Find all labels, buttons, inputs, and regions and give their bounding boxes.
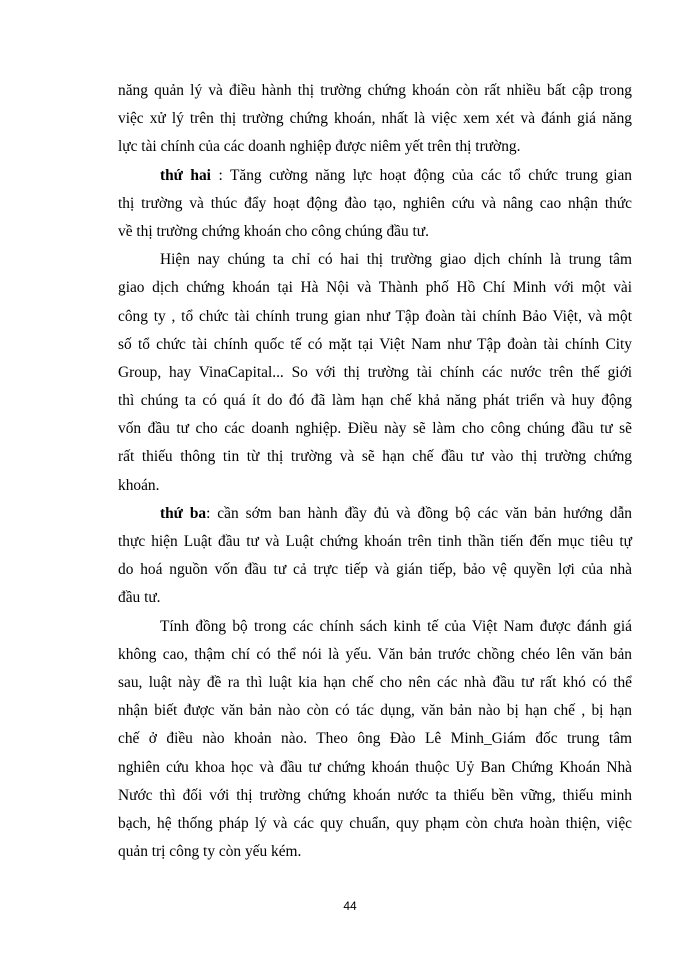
text-run: : Tăng cường năng lực hoạt động của các tổ chức trung gian xyxy=(210,166,632,184)
text-line xyxy=(118,162,632,190)
text-line: thực hiện Luật đầu tư và Luật chứng khoán trên tinh thần tiến đến mục tiêu tự xyxy=(118,533,632,550)
paragraph xyxy=(118,613,632,867)
text-line xyxy=(118,500,632,528)
text-line: Nước thì đối với thị trường chứng khoán nước ta thiếu bền vững, thiếu minh xyxy=(118,786,632,804)
text-line: vốn đầu tư cho các doanh nghiệp. Điều này sẽ làm cho công chúng đầu tư sẽ xyxy=(118,420,632,438)
text-line: Group, hay VinaCapital... So với thị trường tài chính các nước trên thế giới xyxy=(118,363,632,381)
text-run: : cần sớm ban hành đầy đủ và đồng bộ các văn bản hướng dẫn xyxy=(206,504,632,522)
body-text xyxy=(118,77,632,866)
text-line: do hoá nguồn vốn đầu tư cả trực tiếp và gián tiếp, bảo vệ quyền lợi của nhà xyxy=(118,561,632,579)
text-line: bạch, hệ thống pháp lý và các quy chuẩn, quy phạm còn chưa hoàn thiện, việc xyxy=(118,814,632,832)
paragraph xyxy=(118,500,632,613)
text-line: Hiện nay chúng ta chỉ có hai thị trường giao dịch chính là trung tâm xyxy=(160,251,632,269)
paragraph xyxy=(118,246,632,500)
text-line: không cao, thậm chí có thể nói là yếu. Văn bản trước chồng chéo lên văn bản xyxy=(118,645,632,663)
paragraph xyxy=(118,162,632,247)
text-line: giao dịch chứng khoán tại Hà Nội và Thành phố Hồ Chí Minh với một vài xyxy=(118,279,632,297)
text-line: đầu tư. xyxy=(118,589,161,607)
text-line: Tính đồng bộ trong các chính sách kinh tế của Việt Nam được đánh giá xyxy=(160,617,632,635)
text-line: thì chúng ta có quá ít do đó đã làm hạn chế khả năng phát triển và huy động xyxy=(118,392,632,410)
text-line: việc xử lý trên thị trường chứng khoán, nhất là việc xem xét và đánh giá năng xyxy=(118,110,632,128)
page-number: 44 xyxy=(343,899,357,913)
text-line: quản trị công ty còn yếu kém. xyxy=(118,843,302,861)
paragraph-label: thứ hai xyxy=(160,166,211,184)
paragraph xyxy=(118,77,632,162)
text-line: công ty , tổ chức tài chính trung gian như Tập đoàn tài chính Bảo Việt, và một xyxy=(118,307,632,325)
text-line: nghiên cứu khoa học và đầu tư chứng khoán thuộc Uỷ Ban Chứng Khoán Nhà xyxy=(118,758,632,776)
text-line: lực tài chính của các doanh nghiệp được niêm yết trên thị trường. xyxy=(118,138,521,156)
paragraph-label: thứ ba xyxy=(160,504,207,522)
text-line: năng quản lý và điều hành thị trường chứng khoán còn rất nhiều bất cập trong xyxy=(118,82,632,99)
text-line: khoán. xyxy=(118,476,160,494)
text-line: số tổ chức tài chính quốc tế có mặt tại Việt Nam như Tập đoàn tài chính City xyxy=(118,335,632,353)
text-line: sau, luật này đề ra thì luật kia hạn chế cho nên các nhà đầu tư rất khó có thể xyxy=(118,673,632,691)
text-line: nhận biết được văn bản nào còn có tác dụng, văn bản nào bị hạn chế , bị hạn xyxy=(118,702,632,720)
text-line: chế ở điều nào khoản nào. Theo ông Đào Lê Minh_Giám đốc trung tâm xyxy=(118,730,632,748)
text-line: thị trường và thúc đẩy hoạt động đào tạo, nghiên cứu và nâng cao nhận thức xyxy=(118,194,632,212)
text-line: rất thiếu thông tin từ thị trường và sẽ hạn chế đầu tư vào thị trường chứng xyxy=(118,448,632,466)
text-line: về thị trường chứng khoán cho công chúng đầu tư. xyxy=(118,222,429,240)
